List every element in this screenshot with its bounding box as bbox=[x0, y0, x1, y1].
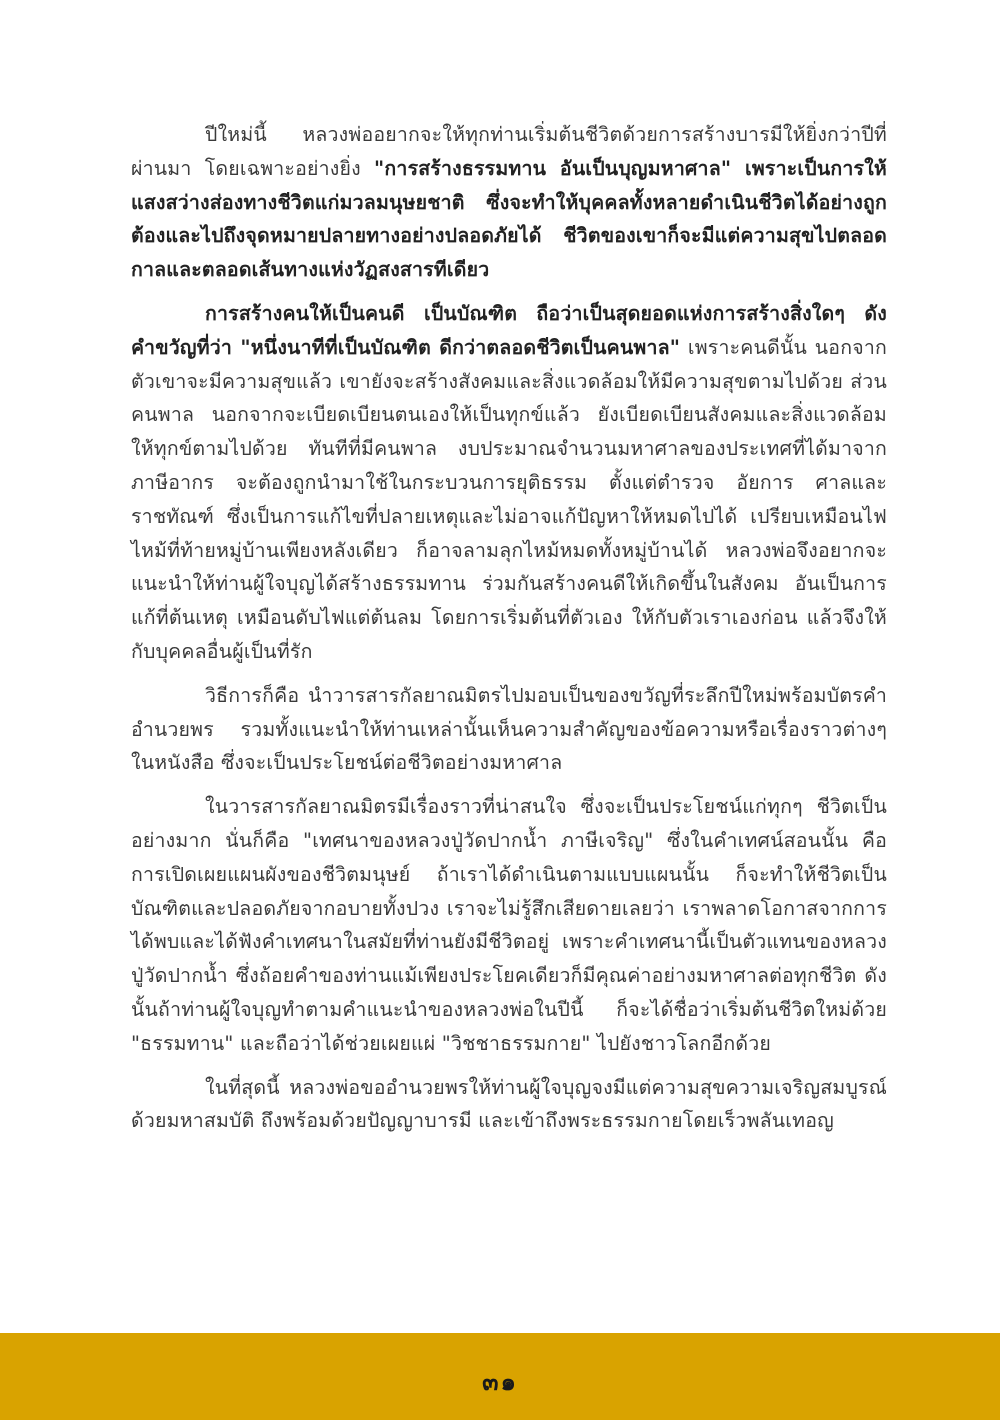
paragraph-2-emphasis: การสร้างคนให้เป็นคนดี เป็นบัณฑิต ถือว่าเป็นสุดยอดแห่งการสร้างสิ่งใดๆ ดังคำขวัญที่ว่า "หนึ่งนาทีที่เป็นบัณฑิต ดีกว่าตลอดชีวิตเป็นคนพาล" bbox=[131, 301, 887, 359]
paragraph-3 bbox=[131, 679, 887, 780]
paragraph-1 bbox=[131, 118, 887, 287]
paragraph-1-emphasis: "การสร้างธรรมทาน อันเป็นบุญมหาศาล" เพราะเป็นการให้แสงสว่างส่องทางชีวิตแก่มวลมนุษยชาติ ซึ่งจะทำให้บุคคลทั้งหลายดำเนินชีวิตได้อย่างถูกต้องและไปถึงจุดหมายปลายทางอย่างปลอดภัยได้ ชีวิตของเขาก็จะมีแต่ความสุขไปตลอดกาลและตลอดเส้นทางแห่งวัฏสงสารทีเดียว bbox=[131, 156, 887, 282]
paragraph-2-text: เพราะคนดีนั้น นอกจากตัวเขาจะมีความสุขแล้ว เขายังจะสร้างสังคมและสิ่งแวดล้อมให้มีความสุขตามไปด้วย ส่วนคนพาล นอกจากจะเบียดเบียนตนเองให้เป็นทุกข์แล้ว ยังเบียดเบียนสังคมและสิ่งแวดล้อมให้ทุกข์ตามไปด้วย ทันทีที่มีคนพาล งบประมาณจำนวนมหาศาลของประเทศที่ได้มาจากภาษีอากร จะต้องถูกนำมาใช้ในกระบวนการยุติธรรม ตั้งแต่ตำรวจ อัยการ ศาลและราชทัณฑ์ ซึ่งเป็นการแก้ไขที่ปลายเหตุและไม่อาจแก้ปัญหาให้หมดไปได้ เปรียบเหมือนไฟไหม้ที่ท้ายหมู่บ้านเพียงหลังเดียว ก็อาจลามลุกไหม้หมดทั้งหมู่บ้านได้ หลวงพ่อจึงอยากจะแนะนำให้ท่านผู้ใจบุญได้สร้างธรรมทาน ร่วมกันสร้างคนดีให้เกิดขึ้นในสังคม อันเป็นการแก้ที่ต้นเหตุ เหมือนดับไฟแต่ต้นลม โดยการเริ่มต้นที่ตัวเอง ให้กับตัวเราเองก่อน แล้วจึงให้กับบุคคลอื่นผู้เป็นที่รัก bbox=[131, 335, 887, 663]
paragraph-4 bbox=[131, 790, 887, 1060]
paragraph-3-text: วิธีการก็คือ นำวารสารกัลยาณมิตรไปมอบเป็นของขวัญที่ระลึกปีใหม่พร้อมบัตรคำอำนวยพร รวมทั้งแนะนำให้ท่านเหล่านั้นเห็นความสำคัญของข้อความหรือเรื่องราวต่างๆ ในหนังสือ ซึ่งจะเป็นประโยชน์ต่อชีวิตอย่างมหาศาล bbox=[131, 683, 887, 775]
footer-bar bbox=[0, 1333, 1000, 1420]
paragraph-5-text: ในที่สุดนี้ หลวงพ่อขออำนวยพรให้ท่านผู้ใจบุญจงมีแต่ความสุขความเจริญสมบูรณ์ด้วยมหาสมบัติ ถึงพร้อมด้วยปัญญาบารมี และเข้าถึงพระธรรมกายโดยเร็วพลันเทอญ bbox=[131, 1075, 887, 1133]
paragraph-5 bbox=[131, 1071, 887, 1139]
paragraph-2 bbox=[131, 297, 887, 669]
paragraph-4-text: ในวารสารกัลยาณมิตรมีเรื่องราวที่น่าสนใจ ซึ่งจะเป็นประโยชน์แก่ทุกๆ ชีวิตเป็นอย่างมาก นั่นก็คือ "เทศนาของหลวงปู่วัดปากน้ำ ภาษีเจริญ" ซึ่งในคำเทศน์สอนนั้น คือ การเปิดเผยแผนผังของชีวิตมนุษย์ ถ้าเราได้ดำเนินตามแบบแผนนั้น ก็จะทำให้ชีวิตเป็นบัณฑิตและปลอดภัยจากอบายทั้งปวง เราจะไม่รู้สึกเสียดายเลยว่า เราพลาดโอกาสจากการได้พบและได้ฟังคำเทศนาในสมัยที่ท่านยังมีชีวิตอยู่ เพราะคำเทศนานี้เป็นตัวแทนของหลวงปู่วัดปากน้ำ ซึ่งถ้อยคำของท่านแม้เพียงประโยคเดียวก็มีคุณค่าอย่างมหาศาลต่อทุกชีวิต ดังนั้นถ้าท่านผู้ใจบุญทำตามคำแนะนำของหลวงพ่อในปีนี้ ก็จะได้ชื่อว่าเริ่มต้นชีวิตใหม่ด้วย "ธรรมทาน" และถือว่าได้ช่วยเผยแผ่ "วิชชาธรรมกาย" ไปยังชาวโลกอีกด้วย bbox=[131, 795, 887, 1055]
article-body bbox=[131, 118, 887, 1148]
paragraph-1-text: ปีใหม่นี้ หลวงพ่ออยากจะให้ทุกท่านเริ่มต้นชีวิตด้วยการสร้างบารมีให้ยิ่งกว่าปีที่ผ่านมา โดยเฉพาะอย่างยิ่ง bbox=[131, 123, 887, 180]
page-number: ๓๑ bbox=[482, 1368, 518, 1396]
